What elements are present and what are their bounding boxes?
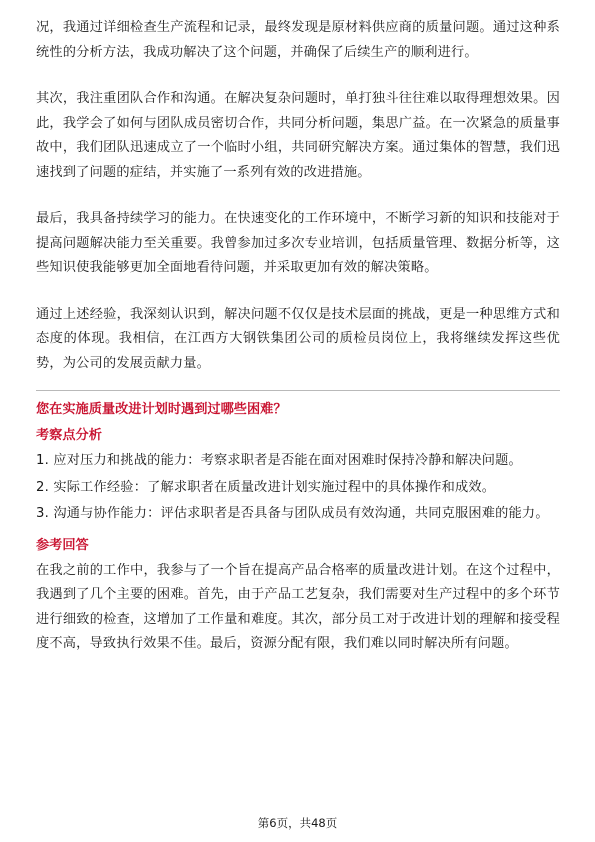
section-divider	[36, 390, 560, 391]
page-number-footer: 第6页，共48页	[257, 816, 338, 830]
analysis-item-2: 2. 实际工作经验：了解求职者在质量改进计划实施过程中的具体操作和成效。	[36, 479, 496, 495]
answer-heading: 参考回答	[36, 537, 89, 553]
body-paragraph-1: 况，我通过详细检查生产流程和记录，最终发现是原材料供应商的质量问题。通过这种系统性的分析方法，我成功解决了这个问题，并确保了后续生产的顺利进行。	[36, 20, 560, 60]
analysis-heading: 考察点分析	[36, 428, 102, 443]
analysis-item-3: 3. 沟通与协作能力：评估求职者是否具备与团队成员有效沟通，共同克服困难的能力。	[36, 506, 549, 521]
analysis-item-1: 1. 应对压力和挑战的能力：考察求职者是否能在面对困难时保持冷静和解决问题。	[36, 453, 522, 468]
answer-paragraph: 在我之前的工作中，我参与了一个旨在提高产品合格率的质量改进计划。在这个过程中，我遇到了几个主要的困难。首先，由于产品工艺复杂，我们需要对生产过程中的多个环节进行细致的检查，这增加了工作量和难度。其次，部分员工对于改进计划的理解和接受程度不高，导致执行效果不佳。最后，资源分配有限，我们难以同时解决所有问题。	[36, 562, 560, 651]
analysis-list	[36, 449, 560, 527]
interview-question: 您在实施质量改进计划时遇到过哪些困难？	[36, 402, 287, 417]
body-paragraph-2: 其次，我注重团队合作和沟通。在解决复杂问题时，单打独斗往往难以取得理想效果。因此，我学会了如何与团队成员密切合作，共同分析问题，集思广益。在一次紧急的质量事故中，我们团队迅速成立了一个临时小组，共同研究解决方案。通过集体的智慧，我们迅速找到了问题的症结，并实施了一系列有效的改进措施。	[36, 91, 560, 180]
body-paragraph-3: 最后，我具备持续学习的能力。在快速变化的工作环境中，不断学习新的知识和技能对于提高问题解决能力至关重要。我曾参加过多次专业培训，包括质量管理、数据分析等，这些知识使我能够更加全面地看待问题，并采取更加有效的解决策略。	[36, 211, 560, 275]
body-paragraph-4: 通过上述经验，我深刻认识到，解决问题不仅仅是技术层面的挑战，更是一种思维方式和态度的体现。我相信，在江西方大钢铁集团公司的质检员岗位上，我将继续发挥这些优势，为公司的发展贡献力量。	[36, 306, 560, 371]
page-content	[36, 16, 560, 657]
